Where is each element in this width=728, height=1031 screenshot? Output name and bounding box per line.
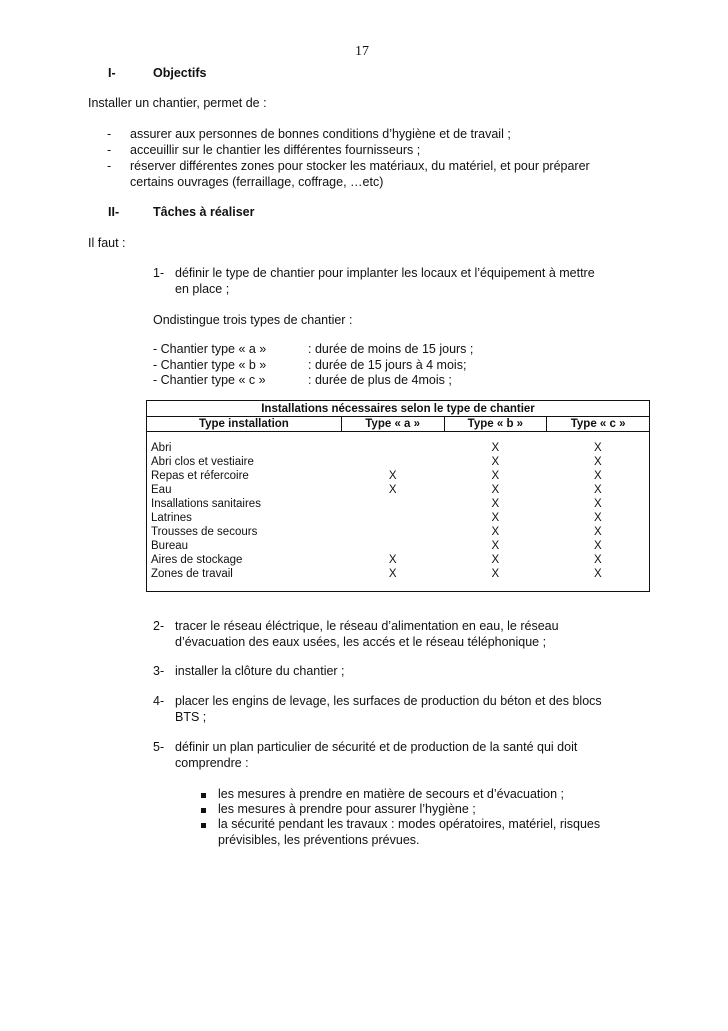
installation-mark-cell: X <box>547 539 650 553</box>
installation-mark-cell: X <box>491 442 500 454</box>
installation-mark-cell: X <box>491 554 500 566</box>
section2-intro: Il faut : <box>88 236 126 250</box>
objective-item: réserver différentes zones pour stocker les matériaux, du matériel, et pour préparer <box>130 159 590 173</box>
installation-mark-cell: X <box>547 441 650 455</box>
page-number: 17 <box>355 44 369 59</box>
step1-number: 1- <box>153 266 165 280</box>
installation-mark-cell: X <box>388 568 397 580</box>
section2-number: II- <box>108 205 120 219</box>
type-b-label: - Chantier type « b » <box>153 358 267 372</box>
table-row <box>147 553 650 567</box>
type-a-desc: : durée de moins de 15 jours ; <box>308 342 474 356</box>
section2-title: Tâches à réaliser <box>153 205 255 219</box>
installation-mark-cell: X <box>547 483 650 497</box>
installation-mark-cell: X <box>491 484 500 496</box>
square-bullet-icon <box>201 808 206 813</box>
installation-name-cell: Eau <box>147 483 342 497</box>
safety-bullet-item: les mesures à prendre en matière de secours et d’évacuation ; <box>218 787 565 801</box>
step3-number: 3- <box>153 664 165 678</box>
installation-mark-cell: X <box>547 553 650 567</box>
step5-text-cont: comprendre : <box>175 756 249 770</box>
installation-name-cell: Bureau <box>147 539 342 553</box>
installation-mark-cell: X <box>491 526 500 538</box>
installation-mark-cell: X <box>491 540 500 552</box>
installation-mark-cell <box>341 539 444 553</box>
installation-name-cell: Aires de stockage <box>147 553 342 567</box>
safety-bullet-item-cont: prévisibles, les préventions prévues. <box>218 833 420 847</box>
installation-mark-cell: X <box>388 470 397 482</box>
step2-text-cont: d’évacuation des eaux usées, les accés et le réseau téléphonique ; <box>175 635 547 649</box>
step4-text: placer les engins de levage, les surfaces de production du béton et des blocs <box>175 694 602 708</box>
installation-name-cell: Repas et réfercoire <box>147 469 342 483</box>
table-row <box>147 483 650 497</box>
square-bullet-icon <box>201 823 206 828</box>
table-row <box>147 511 650 525</box>
header-type-installation: Type installation <box>147 417 342 432</box>
table-title: Installations nécessaires selon le type de chantier <box>147 401 650 417</box>
dash-bullet: - <box>107 127 112 141</box>
installation-mark-cell: X <box>547 525 650 539</box>
dash-bullet: - <box>107 159 112 173</box>
square-bullet-icon <box>201 793 206 798</box>
safety-bullet-item: la sécurité pendant les travaux : modes opératoires, matériel, risques <box>218 817 601 831</box>
step3-text: installer la clôture du chantier ; <box>175 664 345 678</box>
installation-mark-cell: X <box>388 484 397 496</box>
step1-text: définir le type de chantier pour implanter les locaux et l’équipement à mettre <box>175 266 595 280</box>
table-row <box>147 525 650 539</box>
installation-name-cell: Abri <box>147 441 342 455</box>
installation-mark-cell: X <box>547 567 650 581</box>
installation-mark-cell: X <box>547 497 650 511</box>
table-row <box>147 441 650 455</box>
installation-mark-cell: X <box>547 511 650 525</box>
step2-number: 2- <box>153 619 165 633</box>
installation-name-cell: Latrines <box>147 511 342 525</box>
installation-mark-cell: X <box>547 455 650 469</box>
step1-text-cont: en place ; <box>175 282 230 296</box>
step5-number: 5- <box>153 740 165 754</box>
installation-mark-cell: X <box>547 469 650 483</box>
distinguish-text: Ondistingue trois types de chantier : <box>153 313 353 327</box>
section1-number: I- <box>108 66 116 80</box>
installation-name-cell: Trousses de secours <box>147 525 342 539</box>
header-type-b: Type « b » <box>444 417 547 432</box>
installation-mark-cell: X <box>491 498 500 510</box>
installation-mark-cell <box>341 455 444 469</box>
objective-item: acceuillir sur le chantier les différentes fournisseurs ; <box>130 143 421 157</box>
installation-name-cell: Zones de travail <box>147 567 342 581</box>
installations-table <box>146 400 650 592</box>
table-row <box>147 567 650 581</box>
table-row <box>147 455 650 469</box>
header-type-c: Type « c » <box>547 417 650 432</box>
installation-mark-cell: X <box>388 554 397 566</box>
type-a-label: - Chantier type « a » <box>153 342 267 356</box>
table-row <box>147 469 650 483</box>
installation-name-cell: Abri clos et vestiaire <box>147 455 342 469</box>
installation-name-cell: Insallations sanitaires <box>147 497 342 511</box>
type-b-desc: : durée de 15 jours à 4 mois; <box>308 358 467 372</box>
type-c-desc: : durée de plus de 4mois ; <box>308 373 452 387</box>
dash-bullet: - <box>107 143 112 157</box>
installation-mark-cell <box>341 511 444 525</box>
table-row <box>147 539 650 553</box>
objective-item: assurer aux personnes de bonnes conditions d’hygiène et de travail ; <box>130 127 511 141</box>
section1-title: Objectifs <box>153 66 207 80</box>
installation-mark-cell <box>341 497 444 511</box>
installation-mark-cell: X <box>491 512 500 524</box>
installation-mark-cell <box>341 525 444 539</box>
objective-item-cont: certains ouvrages (ferraillage, coffrage, …etc) <box>130 175 384 189</box>
installation-mark-cell <box>341 441 444 455</box>
installation-mark-cell: X <box>491 456 500 468</box>
installation-mark-cell: X <box>491 470 500 482</box>
safety-bullet-item: les mesures à prendre pour assurer l’hygiène ; <box>218 802 476 816</box>
section1-intro: Installer un chantier, permet de : <box>88 96 267 110</box>
installation-mark-cell: X <box>491 568 500 580</box>
type-c-label: - Chantier type « c » <box>153 373 266 387</box>
table-row <box>147 497 650 511</box>
step5-text: définir un plan particulier de sécurité et de production de la santé qui doit <box>175 740 578 754</box>
step2-text: tracer le réseau éléctrique, le réseau d’alimentation en eau, le réseau <box>175 619 559 633</box>
step4-number: 4- <box>153 694 165 708</box>
step4-text-cont: BTS ; <box>175 710 207 724</box>
header-type-a: Type « a » <box>341 417 444 432</box>
